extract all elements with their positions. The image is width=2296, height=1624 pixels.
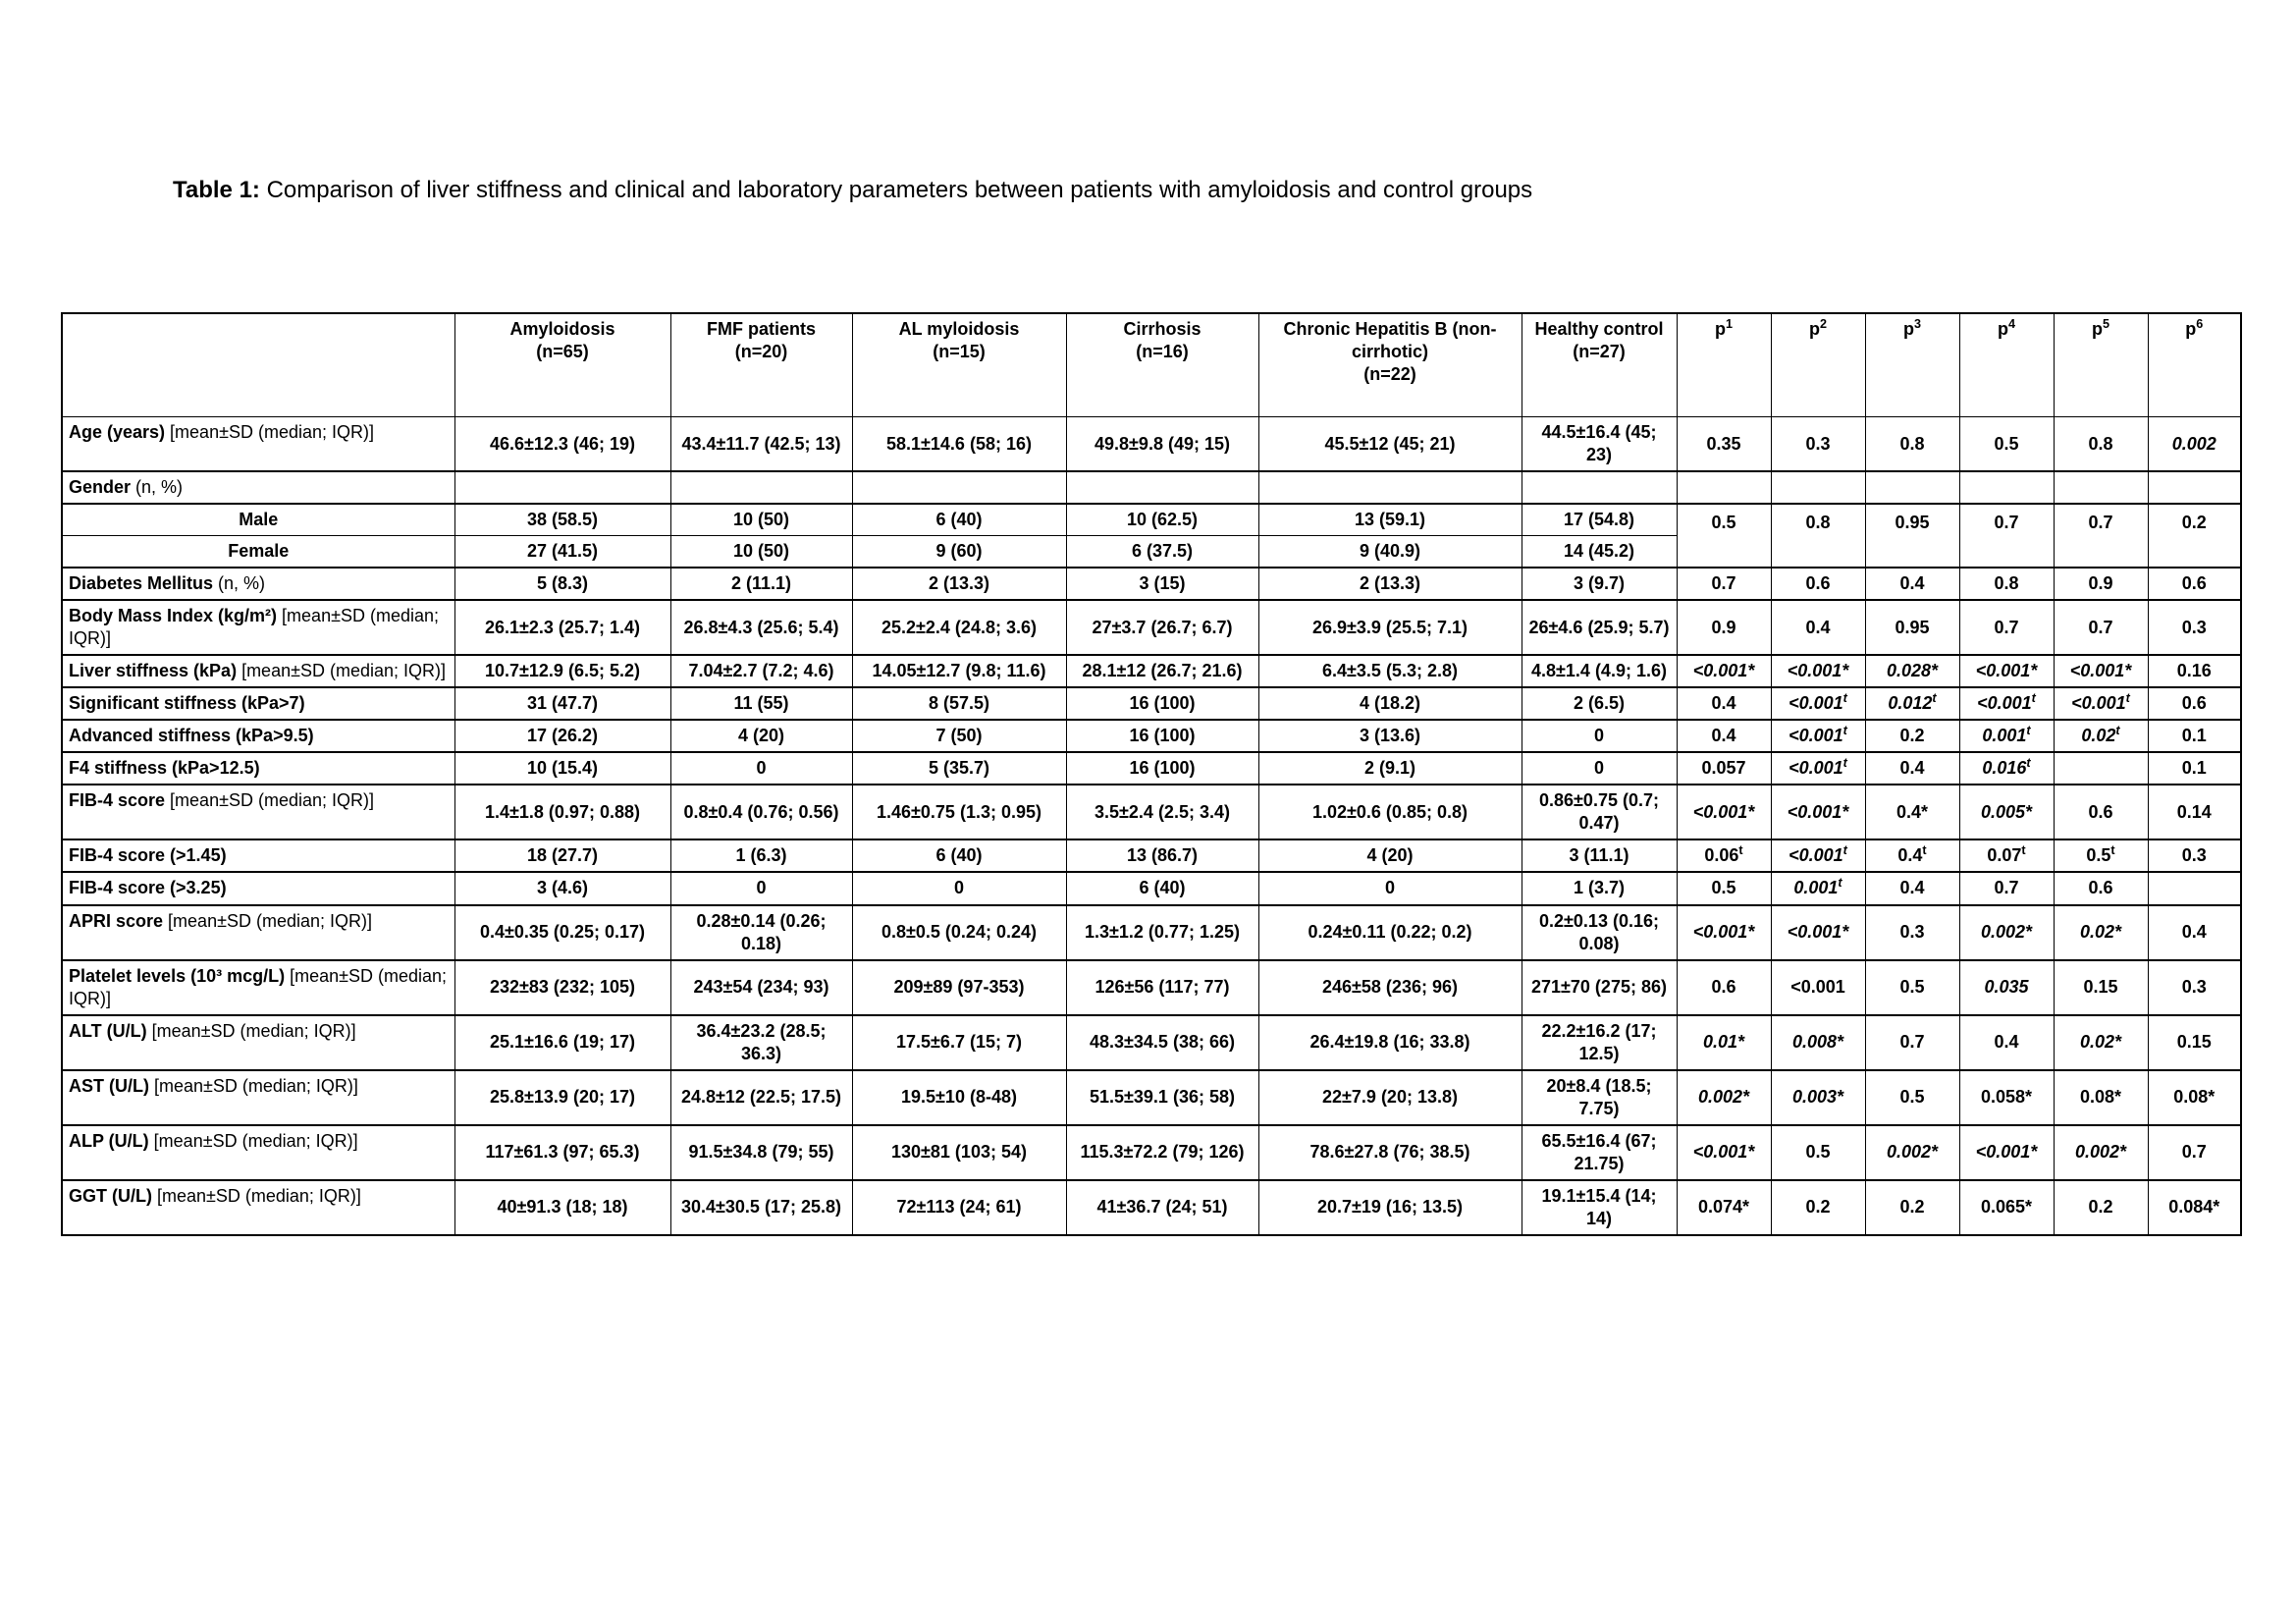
data-cell: 6 (40) xyxy=(852,504,1066,536)
data-cell: 13 (86.7) xyxy=(1066,839,1258,872)
p-value-cell xyxy=(2054,752,2148,785)
table-row-4 xyxy=(62,568,2241,600)
p-value-cell: $<0.001^t$ xyxy=(1959,687,2054,720)
p-value-cell: 0.4 xyxy=(1865,752,1959,785)
data-cell: 3 (15) xyxy=(1066,568,1258,600)
p-value-cell: 0.028* xyxy=(1865,655,1959,687)
p-value-cell: $<0.001^t$ xyxy=(1771,839,1865,872)
p-value-cell: $<0.001^t$ xyxy=(1771,720,1865,752)
data-cell: 65.5±16.4 (67; 21.75) xyxy=(1522,1125,1677,1180)
p-value-cell: 0.7 xyxy=(2054,600,2148,655)
data-cell: 16 (100) xyxy=(1066,720,1258,752)
p-value-cell: 0.5 xyxy=(1865,1070,1959,1125)
data-cell xyxy=(670,471,852,504)
row-label: FIB-4 score [mean±SD (median; IQR)] xyxy=(62,785,454,839)
p-value-cell: 0.7 xyxy=(2054,504,2148,568)
row-label: Advanced stiffness (kPa>9.5) xyxy=(62,720,454,752)
data-cell: 38 (58.5) xyxy=(454,504,670,536)
p-value-cell: 0.7 xyxy=(1959,504,2054,568)
p-value-cell: 0.2 xyxy=(1865,1180,1959,1235)
p-value-cell: 0.06$^t$ xyxy=(1677,839,1771,872)
data-cell: 7.04±2.7 (7.2; 4.6) xyxy=(670,655,852,687)
data-cell: 0.2±0.13 (0.16; 0.08) xyxy=(1522,905,1677,960)
row-label: Male xyxy=(62,504,454,536)
p-value-cell xyxy=(1771,471,1865,504)
p-value-cell: 0.001$^t$ xyxy=(1771,872,1865,904)
data-cell: 9 (60) xyxy=(852,536,1066,568)
p-value-cell: 0.5 xyxy=(1771,1125,1865,1180)
data-cell: 10 (50) xyxy=(670,536,852,568)
table-row-10 xyxy=(62,785,2241,839)
data-cell: 13 (59.1) xyxy=(1258,504,1522,536)
row-label: FIB-4 score (>3.25) xyxy=(62,872,454,904)
data-cell: 11 (55) xyxy=(670,687,852,720)
p-value-cell: $<0.001^t$ xyxy=(1771,687,1865,720)
p-value-cell: 0.4 xyxy=(1959,1015,2054,1070)
data-cell: 14.05±12.7 (9.8; 11.6) xyxy=(852,655,1066,687)
data-cell: 20±8.4 (18.5; 7.75) xyxy=(1522,1070,1677,1125)
data-cell xyxy=(1066,471,1258,504)
p-value-cell: 0.5 xyxy=(1677,872,1771,904)
header-row xyxy=(62,313,2241,417)
p-value-cell: 0.02$^t$ xyxy=(2054,720,2148,752)
data-cell: 7 (50) xyxy=(852,720,1066,752)
p-value-cell: 0.058* xyxy=(1959,1070,2054,1125)
data-cell: 17.5±6.7 (15; 7) xyxy=(852,1015,1066,1070)
p-value-cell xyxy=(1677,471,1771,504)
table-row-7 xyxy=(62,687,2241,720)
table-row-17 xyxy=(62,1125,2241,1180)
data-cell: 27 (41.5) xyxy=(454,536,670,568)
p-value-cell: 0.15 xyxy=(2148,1015,2241,1070)
data-cell: 25.8±13.9 (20; 17) xyxy=(454,1070,670,1125)
p-value-cell: 0.95 xyxy=(1865,504,1959,568)
data-cell: 9 (40.9) xyxy=(1258,536,1522,568)
data-cell: 0 xyxy=(670,872,852,904)
p-value-cell xyxy=(1865,471,1959,504)
table-caption xyxy=(173,175,1532,205)
data-cell: 209±89 (97-353) xyxy=(852,960,1066,1015)
data-cell: 48.3±34.5 (38; 66) xyxy=(1066,1015,1258,1070)
p-value-cell: 0.7 xyxy=(1865,1015,1959,1070)
data-cell: 30.4±30.5 (17; 25.8) xyxy=(670,1180,852,1235)
data-cell: 0 xyxy=(1522,720,1677,752)
table-row-15 xyxy=(62,1015,2241,1070)
data-cell: 232±83 (232; 105) xyxy=(454,960,670,1015)
data-cell: 1.46±0.75 (1.3; 0.95) xyxy=(852,785,1066,839)
row-label: F4 stiffness (kPa>12.5) xyxy=(62,752,454,785)
p-value-cell: 0.6 xyxy=(2148,687,2241,720)
data-cell: 16 (100) xyxy=(1066,752,1258,785)
row-label: Significant stiffness (kPa>7) xyxy=(62,687,454,720)
p-value-cell: 0.3 xyxy=(2148,960,2241,1015)
row-label: GGT (U/L) [mean±SD (median; IQR)] xyxy=(62,1180,454,1235)
p-value-cell: $<0.001^t$ xyxy=(1771,752,1865,785)
p-value-cell: 0.001$^t$ xyxy=(1959,720,2054,752)
data-cell: 26.4±19.8 (16; 33.8) xyxy=(1258,1015,1522,1070)
data-cell: 41±36.7 (24; 51) xyxy=(1066,1180,1258,1235)
p-value-cell: 0.002* xyxy=(1959,905,2054,960)
p-value-cell: 0.002* xyxy=(2054,1125,2148,1180)
data-cell: 10 (15.4) xyxy=(454,752,670,785)
p-value-cell: 0.2 xyxy=(1865,720,1959,752)
data-cell: 0 xyxy=(670,752,852,785)
p-value-cell xyxy=(2054,471,2148,504)
p-value-cell: 0.3 xyxy=(2148,600,2241,655)
p-value-cell xyxy=(1959,471,2054,504)
data-cell: 18 (27.7) xyxy=(454,839,670,872)
column-header-group-4: Chronic Hepatitis B (non-cirrhotic) (n=22) xyxy=(1258,313,1522,417)
p-value-cell: 0.5$^t$ xyxy=(2054,839,2148,872)
data-cell: 10.7±12.9 (6.5; 5.2) xyxy=(454,655,670,687)
row-label: Platelet levels (10³ mcg/L) [mean±SD (median; IQR)] xyxy=(62,960,454,1015)
corner-cell xyxy=(62,313,454,417)
p-value-cell: 0.6 xyxy=(2054,785,2148,839)
column-header-p5: $p^5$ xyxy=(2054,313,2148,417)
p-value-cell: 0.5 xyxy=(1677,504,1771,568)
comparison-table xyxy=(61,312,2242,1236)
data-cell: 2 (6.5) xyxy=(1522,687,1677,720)
p-value-cell: 0.7 xyxy=(1959,600,2054,655)
data-cell xyxy=(1258,471,1522,504)
p-value-cell: 0.8 xyxy=(1771,504,1865,568)
data-cell: 4.8±1.4 (4.9; 1.6) xyxy=(1522,655,1677,687)
p-value-cell: 0.9 xyxy=(1677,600,1771,655)
p-value-cell: 0.4 xyxy=(1771,600,1865,655)
data-cell: 72±113 (24; 61) xyxy=(852,1180,1066,1235)
p-value-cell: 0.1 xyxy=(2148,752,2241,785)
p-value-cell: 0.8 xyxy=(1959,568,2054,600)
column-header-p4: $p^4$ xyxy=(1959,313,2054,417)
p-value-cell: 0.5 xyxy=(1959,417,2054,472)
data-cell: 26.9±3.9 (25.5; 7.1) xyxy=(1258,600,1522,655)
column-header-group-5: Healthy control (n=27) xyxy=(1522,313,1677,417)
row-label: Female xyxy=(62,536,454,568)
data-cell: 10 (62.5) xyxy=(1066,504,1258,536)
p-value-cell: 0.4* xyxy=(1865,785,1959,839)
p-value-cell: 0.9 xyxy=(2054,568,2148,600)
data-cell: 0.8±0.4 (0.76; 0.56) xyxy=(670,785,852,839)
p-value-cell: <0.001* xyxy=(1677,1125,1771,1180)
data-cell: 10 (50) xyxy=(670,504,852,536)
data-cell: 5 (35.7) xyxy=(852,752,1066,785)
column-header-group-2: AL myloidosis (n=15) xyxy=(852,313,1066,417)
data-cell: 0 xyxy=(1522,752,1677,785)
table-row-5 xyxy=(62,600,2241,655)
p-value-cell: 0.2 xyxy=(2148,504,2241,568)
row-label: Diabetes Mellitus (n, %) xyxy=(62,568,454,600)
column-header-group-1: FMF patients (n=20) xyxy=(670,313,852,417)
data-cell: 24.8±12 (22.5; 17.5) xyxy=(670,1070,852,1125)
p-value-cell: 0.016$^t$ xyxy=(1959,752,2054,785)
data-cell: 22.2±16.2 (17; 12.5) xyxy=(1522,1015,1677,1070)
p-value-cell xyxy=(2148,872,2241,904)
p-value-cell: 0.012$^t$ xyxy=(1865,687,1959,720)
p-value-cell: 0.5 xyxy=(1865,960,1959,1015)
p-value-cell: 0.4$^t$ xyxy=(1865,839,1959,872)
data-cell: 4 (20) xyxy=(670,720,852,752)
data-cell: 1 (6.3) xyxy=(670,839,852,872)
p-value-cell: $<0.001^t$ xyxy=(2054,687,2148,720)
p-value-cell: 0.057 xyxy=(1677,752,1771,785)
column-header-p3: $p^3$ xyxy=(1865,313,1959,417)
data-cell: 26.1±2.3 (25.7; 1.4) xyxy=(454,600,670,655)
column-header-group-3: Cirrhosis (n=16) xyxy=(1066,313,1258,417)
p-value-cell: 0.3 xyxy=(1865,905,1959,960)
p-value-cell: 0.6 xyxy=(1771,568,1865,600)
data-cell: 36.4±23.2 (28.5; 36.3) xyxy=(670,1015,852,1070)
row-label: Age (years) [mean±SD (median; IQR)] xyxy=(62,417,454,472)
data-cell: 2 (9.1) xyxy=(1258,752,1522,785)
p-value-cell: 0.07$^t$ xyxy=(1959,839,2054,872)
data-cell: 17 (26.2) xyxy=(454,720,670,752)
p-value-cell: 0.35 xyxy=(1677,417,1771,472)
table-row-13 xyxy=(62,905,2241,960)
p-value-cell: 0.1 xyxy=(2148,720,2241,752)
row-label: Gender (n, %) xyxy=(62,471,454,504)
row-label: APRI score [mean±SD (median; IQR)] xyxy=(62,905,454,960)
data-cell: 126±56 (117; 77) xyxy=(1066,960,1258,1015)
row-label: AST (U/L) [mean±SD (median; IQR)] xyxy=(62,1070,454,1125)
data-cell: 271±70 (275; 86) xyxy=(1522,960,1677,1015)
data-cell: 5 (8.3) xyxy=(454,568,670,600)
column-header-p1: $p^1$ xyxy=(1677,313,1771,417)
p-value-cell: 0.002* xyxy=(1677,1070,1771,1125)
p-value-cell: 0.005* xyxy=(1959,785,2054,839)
data-cell: 0 xyxy=(1258,872,1522,904)
p-value-cell: <0.001 xyxy=(1771,960,1865,1015)
table-row-14 xyxy=(62,960,2241,1015)
data-cell: 26±4.6 (25.9; 5.7) xyxy=(1522,600,1677,655)
data-cell xyxy=(852,471,1066,504)
table-row-0 xyxy=(62,417,2241,472)
data-cell: 117±61.3 (97; 65.3) xyxy=(454,1125,670,1180)
p-value-cell: <0.001* xyxy=(1771,785,1865,839)
data-cell: 6 (40) xyxy=(852,839,1066,872)
data-cell: 0.28±0.14 (0.26; 0.18) xyxy=(670,905,852,960)
data-cell: 31 (47.7) xyxy=(454,687,670,720)
data-cell: 3 (4.6) xyxy=(454,872,670,904)
p-value-cell: 0.6 xyxy=(2054,872,2148,904)
data-cell: 16 (100) xyxy=(1066,687,1258,720)
data-cell: 0.4±0.35 (0.25; 0.17) xyxy=(454,905,670,960)
data-cell: 3 (13.6) xyxy=(1258,720,1522,752)
p-value-cell: 0.3 xyxy=(2148,839,2241,872)
p-value-cell: 0.6 xyxy=(2148,568,2241,600)
data-cell: 17 (54.8) xyxy=(1522,504,1677,536)
p-value-cell: 0.3 xyxy=(1771,417,1865,472)
data-cell: 130±81 (103; 54) xyxy=(852,1125,1066,1180)
data-cell: 25.1±16.6 (19; 17) xyxy=(454,1015,670,1070)
data-cell: 49.8±9.8 (49; 15) xyxy=(1066,417,1258,472)
data-cell: 51.5±39.1 (36; 58) xyxy=(1066,1070,1258,1125)
data-cell: 8 (57.5) xyxy=(852,687,1066,720)
data-cell: 46.6±12.3 (46; 19) xyxy=(454,417,670,472)
data-cell: 0.8±0.5 (0.24; 0.24) xyxy=(852,905,1066,960)
p-value-cell: <0.001* xyxy=(2054,655,2148,687)
p-value-cell: 0.01* xyxy=(1677,1015,1771,1070)
data-cell: 44.5±16.4 (45; 23) xyxy=(1522,417,1677,472)
table-caption-text: Comparison of liver stiffness and clinical and laboratory parameters between patients with amyloidosis and control groups xyxy=(259,177,1533,203)
data-cell: 25.2±2.4 (24.8; 3.6) xyxy=(852,600,1066,655)
data-cell: 28.1±12 (26.7; 21.6) xyxy=(1066,655,1258,687)
p-value-cell: 0.2 xyxy=(1771,1180,1865,1235)
p-value-cell: 0.074* xyxy=(1677,1180,1771,1235)
p-value-cell: 0.7 xyxy=(1959,872,2054,904)
p-value-cell: 0.08* xyxy=(2148,1070,2241,1125)
data-cell: 40±91.3 (18; 18) xyxy=(454,1180,670,1235)
data-cell: 22±7.9 (20; 13.8) xyxy=(1258,1070,1522,1125)
data-cell: 6.4±3.5 (5.3; 2.8) xyxy=(1258,655,1522,687)
p-value-cell: 0.4 xyxy=(1865,872,1959,904)
data-cell: 6 (37.5) xyxy=(1066,536,1258,568)
table-row-9 xyxy=(62,752,2241,785)
row-label: ALT (U/L) [mean±SD (median; IQR)] xyxy=(62,1015,454,1070)
p-value-cell: 0.4 xyxy=(1865,568,1959,600)
p-value-cell: <0.001* xyxy=(1771,655,1865,687)
data-cell: 246±58 (236; 96) xyxy=(1258,960,1522,1015)
p-value-cell xyxy=(2148,471,2241,504)
data-cell: 115.3±72.2 (79; 126) xyxy=(1066,1125,1258,1180)
p-value-cell: 0.16 xyxy=(2148,655,2241,687)
data-cell: 6 (40) xyxy=(1066,872,1258,904)
data-cell: 3 (11.1) xyxy=(1522,839,1677,872)
data-cell: 19.5±10 (8-48) xyxy=(852,1070,1066,1125)
data-cell: 3.5±2.4 (2.5; 3.4) xyxy=(1066,785,1258,839)
row-label: FIB-4 score (>1.45) xyxy=(62,839,454,872)
data-cell: 243±54 (234; 93) xyxy=(670,960,852,1015)
table-caption-label: Table 1: xyxy=(173,177,260,203)
p-value-cell: 0.7 xyxy=(2148,1125,2241,1180)
p-value-cell: 0.15 xyxy=(2054,960,2148,1015)
table-row-1 xyxy=(62,471,2241,504)
data-cell: 2 (11.1) xyxy=(670,568,852,600)
p-value-cell: 0.4 xyxy=(1677,720,1771,752)
p-value-cell: 0.02* xyxy=(2054,905,2148,960)
p-value-cell: 0.6 xyxy=(1677,960,1771,1015)
p-value-cell: 0.7 xyxy=(1677,568,1771,600)
data-cell: 1 (3.7) xyxy=(1522,872,1677,904)
p-value-cell: 0.14 xyxy=(2148,785,2241,839)
row-label: Body Mass Index (kg/m²) [mean±SD (median; IQR)] xyxy=(62,600,454,655)
data-cell: 27±3.7 (26.7; 6.7) xyxy=(1066,600,1258,655)
row-label: Liver stiffness (kPa) [mean±SD (median; IQR)] xyxy=(62,655,454,687)
data-cell: 43.4±11.7 (42.5; 13) xyxy=(670,417,852,472)
p-value-cell: 0.02* xyxy=(2054,1015,2148,1070)
p-value-cell: 0.95 xyxy=(1865,600,1959,655)
data-cell: 1.3±1.2 (0.77; 1.25) xyxy=(1066,905,1258,960)
table-row-2 xyxy=(62,504,2241,536)
table-row-11 xyxy=(62,839,2241,872)
p-value-cell: 0.065* xyxy=(1959,1180,2054,1235)
data-cell: 19.1±15.4 (14; 14) xyxy=(1522,1180,1677,1235)
p-value-cell: 0.4 xyxy=(2148,905,2241,960)
p-value-cell: 0.002* xyxy=(1865,1125,1959,1180)
data-cell: 0.86±0.75 (0.7; 0.47) xyxy=(1522,785,1677,839)
p-value-cell: 0.2 xyxy=(2054,1180,2148,1235)
data-cell: 20.7±19 (16; 13.5) xyxy=(1258,1180,1522,1235)
table-row-16 xyxy=(62,1070,2241,1125)
p-value-cell: 0.4 xyxy=(1677,687,1771,720)
data-cell: 58.1±14.6 (58; 16) xyxy=(852,417,1066,472)
data-cell: 0.24±0.11 (0.22; 0.2) xyxy=(1258,905,1522,960)
table-row-6 xyxy=(62,655,2241,687)
p-value-cell: 0.008* xyxy=(1771,1015,1865,1070)
data-cell: 1.4±1.8 (0.97; 0.88) xyxy=(454,785,670,839)
p-value-cell: <0.001* xyxy=(1677,785,1771,839)
data-cell xyxy=(1522,471,1677,504)
p-value-cell: 0.084* xyxy=(2148,1180,2241,1235)
data-cell: 1.02±0.6 (0.85; 0.8) xyxy=(1258,785,1522,839)
data-cell xyxy=(454,471,670,504)
data-cell: 45.5±12 (45; 21) xyxy=(1258,417,1522,472)
row-label: ALP (U/L) [mean±SD (median; IQR)] xyxy=(62,1125,454,1180)
p-value-cell: <0.001* xyxy=(1771,905,1865,960)
data-cell: 2 (13.3) xyxy=(852,568,1066,600)
data-cell: 3 (9.7) xyxy=(1522,568,1677,600)
p-value-cell: 0.003* xyxy=(1771,1070,1865,1125)
p-value-cell: <0.001* xyxy=(1959,655,2054,687)
data-cell: 0 xyxy=(852,872,1066,904)
data-cell: 91.5±34.8 (79; 55) xyxy=(670,1125,852,1180)
p-value-cell: 0.08* xyxy=(2054,1070,2148,1125)
table-row-18 xyxy=(62,1180,2241,1235)
data-cell: 26.8±4.3 (25.6; 5.4) xyxy=(670,600,852,655)
table-row-8 xyxy=(62,720,2241,752)
p-value-cell: 0.035 xyxy=(1959,960,2054,1015)
column-header-p2: $p^2$ xyxy=(1771,313,1865,417)
column-header-p6: $p^6$ xyxy=(2148,313,2241,417)
p-value-cell: 0.8 xyxy=(1865,417,1959,472)
data-cell: 78.6±27.8 (76; 38.5) xyxy=(1258,1125,1522,1180)
data-cell: 4 (20) xyxy=(1258,839,1522,872)
data-cell: 14 (45.2) xyxy=(1522,536,1677,568)
table-row-12 xyxy=(62,872,2241,904)
p-value-cell: <0.001* xyxy=(1677,655,1771,687)
p-value-cell: 0.8 xyxy=(2054,417,2148,472)
data-cell: 2 (13.3) xyxy=(1258,568,1522,600)
p-value-cell: <0.001* xyxy=(1959,1125,2054,1180)
p-value-cell: 0.002 xyxy=(2148,417,2241,472)
column-header-group-0: Amyloidosis (n=65) xyxy=(454,313,670,417)
data-cell: 4 (18.2) xyxy=(1258,687,1522,720)
p-value-cell: <0.001* xyxy=(1677,905,1771,960)
